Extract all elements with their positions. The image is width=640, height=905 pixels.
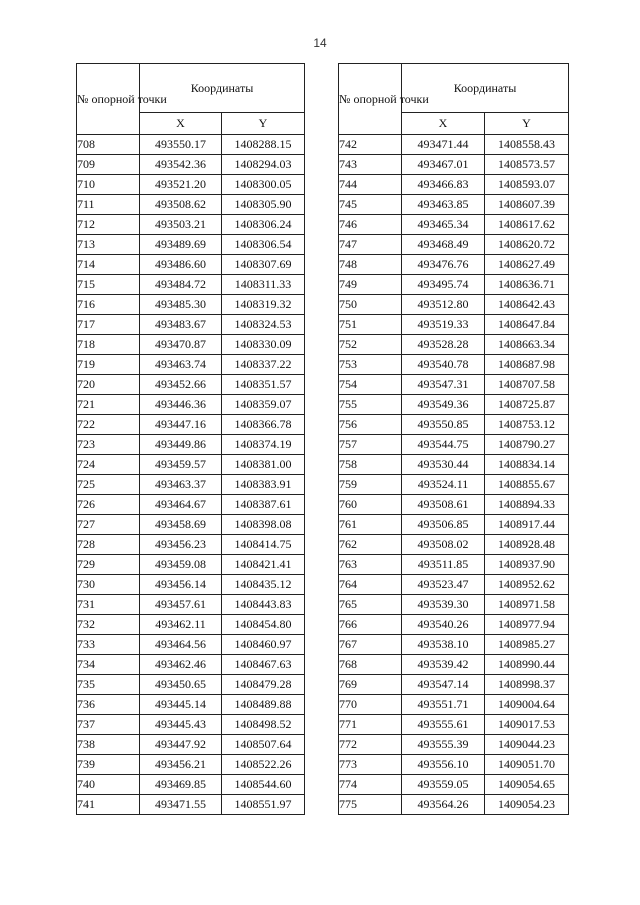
x-coordinate-cell: 493555.39	[402, 735, 485, 755]
point-number-cell: 715	[77, 275, 140, 295]
x-coordinate-cell: 493542.36	[140, 155, 222, 175]
point-number-cell: 739	[77, 755, 140, 775]
y-coordinate-cell: 1408990.44	[485, 655, 569, 675]
point-number-cell: 745	[339, 195, 402, 215]
point-number-cell: 770	[339, 695, 402, 715]
table-row	[77, 175, 305, 195]
point-number-cell: 743	[339, 155, 402, 175]
x-coordinate-cell: 493530.44	[402, 455, 485, 475]
point-number-cell: 775	[339, 795, 402, 815]
table-row	[339, 315, 569, 335]
point-number-cell: 755	[339, 395, 402, 415]
point-number-cell: 758	[339, 455, 402, 475]
y-coordinate-cell: 1408381.00	[222, 455, 305, 475]
x-coordinate-cell: 493550.85	[402, 415, 485, 435]
x-coordinate-cell: 493550.17	[140, 135, 222, 155]
table-row	[77, 635, 305, 655]
y-coordinate-cell: 1408753.12	[485, 415, 569, 435]
x-coordinate-cell: 493445.43	[140, 715, 222, 735]
x-coordinate-cell: 493450.65	[140, 675, 222, 695]
point-number-cell: 719	[77, 355, 140, 375]
y-coordinate-cell: 1408507.64	[222, 735, 305, 755]
x-coordinate-cell: 493547.31	[402, 375, 485, 395]
x-coordinate-cell: 493508.62	[140, 195, 222, 215]
table-row	[339, 135, 569, 155]
point-number-cell: 744	[339, 175, 402, 195]
point-number-cell: 716	[77, 295, 140, 315]
y-coordinate-cell: 1408300.05	[222, 175, 305, 195]
y-coordinate-cell: 1409004.64	[485, 695, 569, 715]
x-coordinate-cell: 493447.16	[140, 415, 222, 435]
x-coordinate-cell: 493556.10	[402, 755, 485, 775]
y-coordinate-cell: 1408454.80	[222, 615, 305, 635]
point-number-cell: 761	[339, 515, 402, 535]
x-coordinate-cell: 493483.67	[140, 315, 222, 335]
header-x: X	[402, 113, 485, 135]
point-number-cell: 708	[77, 135, 140, 155]
x-coordinate-cell: 493528.28	[402, 335, 485, 355]
x-coordinate-cell: 493462.11	[140, 615, 222, 635]
table-row	[77, 295, 305, 315]
table-row	[77, 195, 305, 215]
point-number-cell: 718	[77, 335, 140, 355]
table-row	[339, 195, 569, 215]
y-coordinate-cell: 1408894.33	[485, 495, 569, 515]
point-number-cell: 769	[339, 675, 402, 695]
point-number-cell: 771	[339, 715, 402, 735]
table-row	[77, 575, 305, 595]
y-coordinate-cell: 1408725.87	[485, 395, 569, 415]
x-coordinate-cell: 493495.74	[402, 275, 485, 295]
y-coordinate-cell: 1408467.63	[222, 655, 305, 675]
x-coordinate-cell: 493551.71	[402, 695, 485, 715]
table-row	[77, 755, 305, 775]
y-coordinate-cell: 1408460.97	[222, 635, 305, 655]
y-coordinate-cell: 1408306.24	[222, 215, 305, 235]
y-coordinate-cell: 1408573.57	[485, 155, 569, 175]
y-coordinate-cell: 1409054.65	[485, 775, 569, 795]
point-number-cell: 720	[77, 375, 140, 395]
point-number-cell: 765	[339, 595, 402, 615]
x-coordinate-cell: 493564.26	[402, 795, 485, 815]
x-coordinate-cell: 493459.08	[140, 555, 222, 575]
table-row	[77, 655, 305, 675]
coordinates-table-right	[338, 63, 569, 815]
x-coordinate-cell: 493471.55	[140, 795, 222, 815]
y-coordinate-cell: 1408607.39	[485, 195, 569, 215]
x-coordinate-cell: 493459.57	[140, 455, 222, 475]
point-number-cell: 709	[77, 155, 140, 175]
y-coordinate-cell: 1408707.58	[485, 375, 569, 395]
point-number-cell: 753	[339, 355, 402, 375]
x-coordinate-cell: 493467.01	[402, 155, 485, 175]
table-row	[339, 275, 569, 295]
table-row	[339, 775, 569, 795]
x-coordinate-cell: 493486.60	[140, 255, 222, 275]
x-coordinate-cell: 493538.10	[402, 635, 485, 655]
y-coordinate-cell: 1408479.28	[222, 675, 305, 695]
y-coordinate-cell: 1408593.07	[485, 175, 569, 195]
table-row	[77, 615, 305, 635]
table-row	[77, 715, 305, 735]
header-point-number: № опорной точки	[339, 64, 402, 135]
point-number-cell: 762	[339, 535, 402, 555]
y-coordinate-cell: 1408985.27	[485, 635, 569, 655]
table-row	[339, 435, 569, 455]
table-row	[339, 495, 569, 515]
point-number-cell: 730	[77, 575, 140, 595]
table-row	[339, 635, 569, 655]
point-number-cell: 737	[77, 715, 140, 735]
point-number-cell: 763	[339, 555, 402, 575]
table-row	[339, 415, 569, 435]
table-row	[77, 335, 305, 355]
y-coordinate-cell: 1409044.23	[485, 735, 569, 755]
point-number-cell: 722	[77, 415, 140, 435]
point-number-cell: 731	[77, 595, 140, 615]
x-coordinate-cell: 493524.11	[402, 475, 485, 495]
table-row	[77, 215, 305, 235]
x-coordinate-cell: 493462.46	[140, 655, 222, 675]
point-number-cell: 733	[77, 635, 140, 655]
point-number-cell: 721	[77, 395, 140, 415]
y-coordinate-cell: 1408330.09	[222, 335, 305, 355]
point-number-cell: 725	[77, 475, 140, 495]
x-coordinate-cell: 493521.20	[140, 175, 222, 195]
y-coordinate-cell: 1408790.27	[485, 435, 569, 455]
point-number-cell: 766	[339, 615, 402, 635]
point-number-cell: 735	[77, 675, 140, 695]
point-number-cell: 750	[339, 295, 402, 315]
point-number-cell: 728	[77, 535, 140, 555]
table-row	[339, 355, 569, 375]
table-row	[339, 295, 569, 315]
point-number-cell: 746	[339, 215, 402, 235]
x-coordinate-cell: 493547.14	[402, 675, 485, 695]
y-coordinate-cell: 1408398.08	[222, 515, 305, 535]
point-number-cell: 768	[339, 655, 402, 675]
y-coordinate-cell: 1408324.53	[222, 315, 305, 335]
point-number-cell: 734	[77, 655, 140, 675]
table-row	[339, 335, 569, 355]
point-number-cell: 727	[77, 515, 140, 535]
point-number-cell: 747	[339, 235, 402, 255]
header-coordinates: Координаты	[402, 64, 569, 113]
y-coordinate-cell: 1408489.88	[222, 695, 305, 715]
y-coordinate-cell: 1408435.12	[222, 575, 305, 595]
point-number-cell: 713	[77, 235, 140, 255]
x-coordinate-cell: 493506.85	[402, 515, 485, 535]
y-coordinate-cell: 1409054.23	[485, 795, 569, 815]
y-coordinate-cell: 1408305.90	[222, 195, 305, 215]
x-coordinate-cell: 493446.36	[140, 395, 222, 415]
point-number-cell: 711	[77, 195, 140, 215]
y-coordinate-cell: 1408558.43	[485, 135, 569, 155]
table-row	[77, 735, 305, 755]
x-coordinate-cell: 493452.66	[140, 375, 222, 395]
y-coordinate-cell: 1408617.62	[485, 215, 569, 235]
table-row	[339, 515, 569, 535]
point-number-cell: 764	[339, 575, 402, 595]
point-number-cell: 714	[77, 255, 140, 275]
point-number-cell: 742	[339, 135, 402, 155]
x-coordinate-cell: 493471.44	[402, 135, 485, 155]
y-coordinate-cell: 1408498.52	[222, 715, 305, 735]
table-row	[339, 155, 569, 175]
y-coordinate-cell: 1408952.62	[485, 575, 569, 595]
x-coordinate-cell: 493447.92	[140, 735, 222, 755]
x-coordinate-cell: 493489.69	[140, 235, 222, 255]
x-coordinate-cell: 493508.61	[402, 495, 485, 515]
point-number-cell: 729	[77, 555, 140, 575]
y-coordinate-cell: 1408383.91	[222, 475, 305, 495]
table-row	[77, 515, 305, 535]
x-coordinate-cell: 493469.85	[140, 775, 222, 795]
header-coordinates: Координаты	[140, 64, 305, 113]
y-coordinate-cell: 1408647.84	[485, 315, 569, 335]
y-coordinate-cell: 1409017.53	[485, 715, 569, 735]
x-coordinate-cell: 493523.47	[402, 575, 485, 595]
table-row	[77, 675, 305, 695]
table-row	[77, 415, 305, 435]
y-coordinate-cell: 1408366.78	[222, 415, 305, 435]
y-coordinate-cell: 1408387.61	[222, 495, 305, 515]
x-coordinate-cell: 493519.33	[402, 315, 485, 335]
header-x: X	[140, 113, 222, 135]
point-number-cell: 772	[339, 735, 402, 755]
table-row	[339, 795, 569, 815]
table-row	[339, 735, 569, 755]
table-row	[77, 595, 305, 615]
table-row	[77, 495, 305, 515]
point-number-cell: 732	[77, 615, 140, 635]
point-number-cell: 710	[77, 175, 140, 195]
point-number-cell: 740	[77, 775, 140, 795]
table-row	[339, 595, 569, 615]
table-row	[77, 155, 305, 175]
table-row	[77, 355, 305, 375]
table-row	[339, 215, 569, 235]
x-coordinate-cell: 493449.86	[140, 435, 222, 455]
x-coordinate-cell: 493445.14	[140, 695, 222, 715]
table-row	[339, 715, 569, 735]
x-coordinate-cell: 493463.74	[140, 355, 222, 375]
x-coordinate-cell: 493470.87	[140, 335, 222, 355]
table-row	[77, 315, 305, 335]
y-coordinate-cell: 1408337.22	[222, 355, 305, 375]
x-coordinate-cell: 493549.36	[402, 395, 485, 415]
table-row	[77, 775, 305, 795]
y-coordinate-cell: 1408443.83	[222, 595, 305, 615]
point-number-cell: 724	[77, 455, 140, 475]
table-row	[77, 455, 305, 475]
table-row	[77, 235, 305, 255]
x-coordinate-cell: 493540.26	[402, 615, 485, 635]
y-coordinate-cell: 1408928.48	[485, 535, 569, 555]
y-coordinate-cell: 1408359.07	[222, 395, 305, 415]
point-number-cell: 741	[77, 795, 140, 815]
table-row	[339, 375, 569, 395]
point-number-cell: 738	[77, 735, 140, 755]
y-coordinate-cell: 1408374.19	[222, 435, 305, 455]
table-row	[339, 395, 569, 415]
y-coordinate-cell: 1408311.33	[222, 275, 305, 295]
point-number-cell: 759	[339, 475, 402, 495]
table-row	[339, 675, 569, 695]
x-coordinate-cell: 493539.30	[402, 595, 485, 615]
table-row	[77, 475, 305, 495]
y-coordinate-cell: 1408998.37	[485, 675, 569, 695]
point-number-cell: 749	[339, 275, 402, 295]
y-coordinate-cell: 1408319.32	[222, 295, 305, 315]
point-number-cell: 748	[339, 255, 402, 275]
x-coordinate-cell: 493463.37	[140, 475, 222, 495]
x-coordinate-cell: 493511.85	[402, 555, 485, 575]
point-number-cell: 712	[77, 215, 140, 235]
y-coordinate-cell: 1408834.14	[485, 455, 569, 475]
table-row	[339, 235, 569, 255]
x-coordinate-cell: 493457.61	[140, 595, 222, 615]
table-row	[339, 475, 569, 495]
point-number-cell: 717	[77, 315, 140, 335]
table-row	[339, 575, 569, 595]
page-number: 14	[313, 36, 327, 50]
x-coordinate-cell: 493539.42	[402, 655, 485, 675]
x-coordinate-cell: 493544.75	[402, 435, 485, 455]
x-coordinate-cell: 493464.67	[140, 495, 222, 515]
y-coordinate-cell: 1408687.98	[485, 355, 569, 375]
y-coordinate-cell: 1408414.75	[222, 535, 305, 555]
table-row	[339, 555, 569, 575]
header-point-number: № опорной точки	[77, 64, 140, 135]
y-coordinate-cell: 1408551.97	[222, 795, 305, 815]
header-y: Y	[485, 113, 569, 135]
y-coordinate-cell: 1408522.26	[222, 755, 305, 775]
x-coordinate-cell: 493456.23	[140, 535, 222, 555]
y-coordinate-cell: 1408421.41	[222, 555, 305, 575]
point-number-cell: 774	[339, 775, 402, 795]
table-row	[77, 255, 305, 275]
y-coordinate-cell: 1408294.03	[222, 155, 305, 175]
y-coordinate-cell: 1408288.15	[222, 135, 305, 155]
table-row	[77, 695, 305, 715]
y-coordinate-cell: 1408544.60	[222, 775, 305, 795]
x-coordinate-cell: 493476.76	[402, 255, 485, 275]
x-coordinate-cell: 493456.14	[140, 575, 222, 595]
y-coordinate-cell: 1408627.49	[485, 255, 569, 275]
table-row	[77, 435, 305, 455]
table-row	[339, 655, 569, 675]
coordinates-table-left	[76, 63, 305, 815]
x-coordinate-cell: 493559.05	[402, 775, 485, 795]
point-number-cell: 723	[77, 435, 140, 455]
point-number-cell: 767	[339, 635, 402, 655]
x-coordinate-cell: 493485.30	[140, 295, 222, 315]
x-coordinate-cell: 493466.83	[402, 175, 485, 195]
table-row	[339, 615, 569, 635]
table-row	[77, 135, 305, 155]
y-coordinate-cell: 1408937.90	[485, 555, 569, 575]
x-coordinate-cell: 493503.21	[140, 215, 222, 235]
y-coordinate-cell: 1408917.44	[485, 515, 569, 535]
table-row	[339, 535, 569, 555]
x-coordinate-cell: 493463.85	[402, 195, 485, 215]
table-row	[77, 555, 305, 575]
table-row	[339, 695, 569, 715]
table-row	[77, 535, 305, 555]
x-coordinate-cell: 493456.21	[140, 755, 222, 775]
y-coordinate-cell: 1408636.71	[485, 275, 569, 295]
point-number-cell: 756	[339, 415, 402, 435]
y-coordinate-cell: 1408855.67	[485, 475, 569, 495]
table-row	[339, 175, 569, 195]
y-coordinate-cell: 1408977.94	[485, 615, 569, 635]
y-coordinate-cell: 1408663.34	[485, 335, 569, 355]
y-coordinate-cell: 1408351.57	[222, 375, 305, 395]
table-row	[339, 255, 569, 275]
y-coordinate-cell: 1408642.43	[485, 295, 569, 315]
point-number-cell: 726	[77, 495, 140, 515]
x-coordinate-cell: 493484.72	[140, 275, 222, 295]
x-coordinate-cell: 493458.69	[140, 515, 222, 535]
point-number-cell: 751	[339, 315, 402, 335]
x-coordinate-cell: 493555.61	[402, 715, 485, 735]
x-coordinate-cell: 493540.78	[402, 355, 485, 375]
header-y: Y	[222, 113, 305, 135]
x-coordinate-cell: 493465.34	[402, 215, 485, 235]
y-coordinate-cell: 1409051.70	[485, 755, 569, 775]
point-number-cell: 773	[339, 755, 402, 775]
y-coordinate-cell: 1408307.69	[222, 255, 305, 275]
x-coordinate-cell: 493512.80	[402, 295, 485, 315]
table-row	[339, 755, 569, 775]
point-number-cell: 736	[77, 695, 140, 715]
x-coordinate-cell: 493464.56	[140, 635, 222, 655]
point-number-cell: 757	[339, 435, 402, 455]
table-row	[77, 375, 305, 395]
table-row	[77, 795, 305, 815]
point-number-cell: 752	[339, 335, 402, 355]
table-row	[339, 455, 569, 475]
y-coordinate-cell: 1408306.54	[222, 235, 305, 255]
table-row	[77, 275, 305, 295]
point-number-cell: 760	[339, 495, 402, 515]
y-coordinate-cell: 1408971.58	[485, 595, 569, 615]
x-coordinate-cell: 493468.49	[402, 235, 485, 255]
table-row	[77, 395, 305, 415]
x-coordinate-cell: 493508.02	[402, 535, 485, 555]
point-number-cell: 754	[339, 375, 402, 395]
y-coordinate-cell: 1408620.72	[485, 235, 569, 255]
